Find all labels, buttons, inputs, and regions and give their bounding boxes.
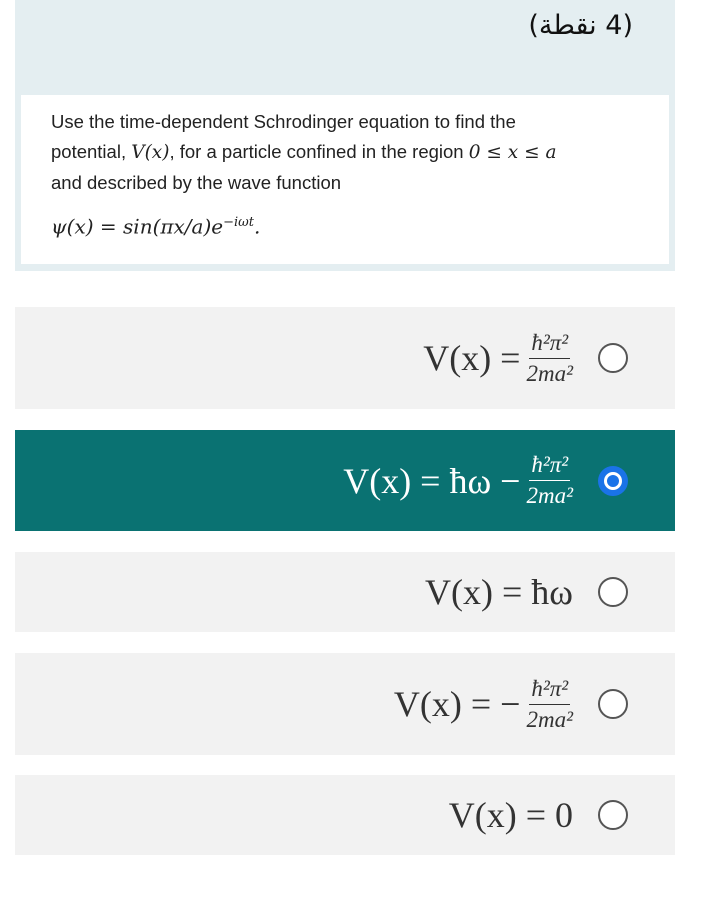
option-1-numerator: ħ²π² — [529, 330, 570, 359]
option-1[interactable] — [15, 307, 675, 409]
option-1-fraction — [526, 330, 573, 387]
option-1-lhs: V(x) = — [423, 338, 521, 378]
option-1-denominator: 2ma² — [526, 360, 573, 386]
question-line-1: Use the time-dependent Schrodinger equation to find the — [51, 111, 516, 132]
option-1-radio[interactable] — [598, 343, 628, 373]
question-card — [21, 95, 669, 264]
wave-function-base: ψ(x) = sin(πx/a)e — [51, 214, 224, 239]
option-4[interactable] — [15, 653, 675, 755]
question-header — [15, 0, 675, 271]
wave-function-end: . — [253, 214, 261, 239]
question-math-region: 0 ≤ x ≤ a — [468, 142, 557, 163]
option-2-fraction — [526, 452, 573, 509]
option-4-formula — [394, 653, 573, 755]
question-line-2b: , for a particle confined in the region — [169, 141, 469, 162]
question-text — [51, 107, 645, 198]
option-4-lhs: V(x) = − — [393, 684, 521, 724]
option-2-radio[interactable] — [598, 466, 628, 496]
option-4-radio[interactable] — [598, 689, 628, 719]
option-2-formula — [343, 430, 573, 531]
option-5[interactable] — [15, 775, 675, 855]
option-3-lhs: V(x) = ħω — [425, 572, 573, 612]
option-2-numerator: ħ²π² — [529, 452, 570, 481]
wave-function — [51, 208, 645, 242]
option-2-lhs: V(x) = ħω − — [343, 460, 521, 501]
option-3-formula — [425, 552, 573, 632]
option-5-formula — [449, 775, 573, 855]
option-2-denominator: 2ma² — [526, 483, 573, 508]
points-label: (4 نقطة) — [528, 10, 633, 41]
question-line-3: and described by the wave function — [51, 172, 342, 193]
question-math-v: V(x) — [131, 142, 170, 163]
option-3[interactable] — [15, 552, 675, 632]
option-4-numerator: ħ²π² — [529, 676, 570, 705]
wave-function-exponent: −iωt — [223, 215, 254, 230]
option-1-formula — [423, 307, 573, 409]
option-4-fraction — [526, 676, 573, 733]
option-3-radio[interactable] — [598, 577, 628, 607]
option-5-lhs: V(x) = 0 — [448, 795, 573, 835]
option-2[interactable] — [15, 430, 675, 531]
question-line-2a: potential, — [51, 141, 132, 162]
option-5-radio[interactable] — [598, 800, 628, 830]
option-4-denominator: 2ma² — [526, 706, 573, 732]
